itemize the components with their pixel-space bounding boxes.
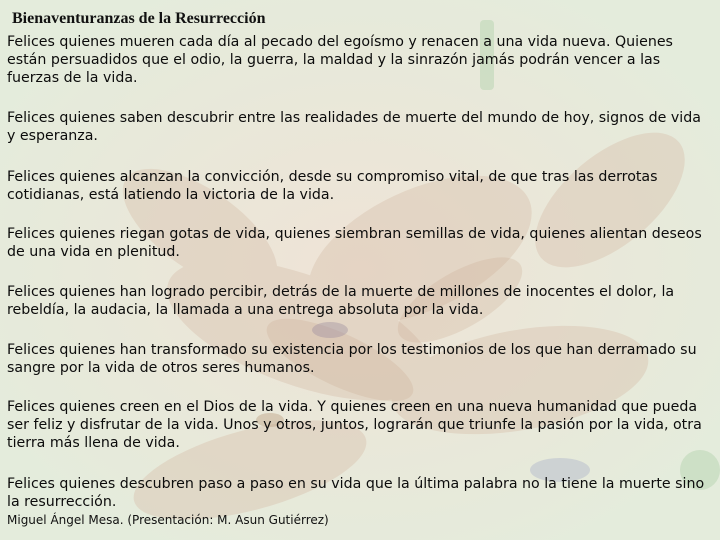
paragraph-3: Felices quienes alcanzan la convicción, desde su compromiso vital, de que tras las derrotas cotidianas, está latiendo la victoria de la vida.: [7, 169, 658, 203]
paragraph-6: Felices quienes han transformado su existencia por los testimonios de los que han derramado su sangre por la vida de otros seres humanos.: [7, 342, 697, 376]
paragraph-5: Felices quienes han logrado percibir, detrás de la muerte de millones de inocentes el dolor, la rebeldía, la audacia, la llamada a una entrega absoluta por la vida.: [7, 284, 675, 318]
page-title: Bienaventuranzas de la Resurrección: [12, 10, 266, 27]
paragraph-2: Felices quienes saben descubrir entre las realidades de muerte del mundo de hoy, signos de vida y esperanza.: [7, 110, 701, 144]
paragraph-8: Felices quienes descubren paso a paso en su vida que la última palabra no la tiene la muerte sino la resurrección.: [7, 476, 705, 510]
paragraph-1: Felices quienes mueren cada día al pecado del egoísmo y renacen a una vida nueva. Quienes están persuadidos que el odio, la guerra, la maldad y la sinrazón jamás podrán vencer a las fuerzas de la vida.: [7, 34, 673, 86]
author-credit: Miguel Ángel Mesa. (Presentación: M. Asun Gutiérrez): [7, 513, 329, 527]
paragraph-4: Felices quienes riegan gotas de vida, quienes siembran semillas de vida, quienes alientan deseos de una vida en plenitud.: [7, 226, 702, 260]
paragraph-7: Felices quienes creen en el Dios de la vida. Y quienes creen en una nueva humanidad que pueda ser feliz y disfrutar de la vida. Unos y otros, juntos, lograrán que triunfe la pasión por la vida, otra tierra más llena de vida.: [7, 399, 702, 451]
